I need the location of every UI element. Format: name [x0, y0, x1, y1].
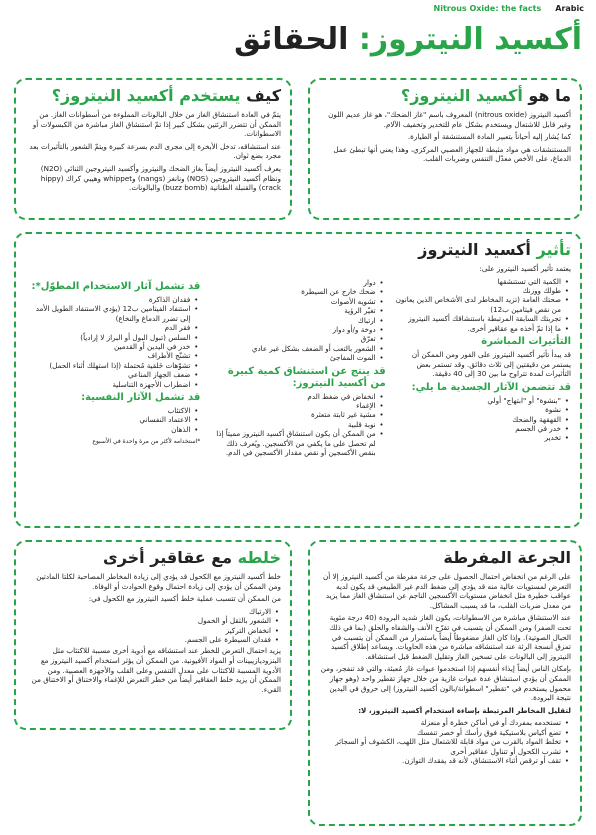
how-used-heading-green: يستخدم أكسيد النيتروز؟	[51, 86, 241, 105]
what-is-paragraph: أكسيد النيتروز (nitrous oxide) المعروف باسم "غاز الضحك"، هو غاز عديم اللون وغير قابل للاشتعال ويستخدم بشكل عام للتخدير وتخفيف الآلام.	[328, 110, 571, 129]
mixing-paragraph: يزيد احتمال التعرض للخطر عند استنشاقه مع أدوية أخرى مسببة للاكتئاب مثل البنزوديازيبينات أو المواد الأفيونية. من الممكن أن يؤثر استخدام أكسيد النيتروز مع الأدوية المسببة للاكتئاب على معدل التنفس وعلى القلب والأجهزة العصبية. ومن الممكن أن يزيد خلط العقاقير أيضاً من خطر التعرض للإغماء والاختناق أو الاختناق من القيء.	[31, 646, 281, 694]
mixing-paragraph: خلط أكسيد النيتروز مع الكحول قد يؤدي إلى زيادة المخاطر المصاحبة لكلتا المادتين ومن الممكن أن يؤدي إلى زيادة احتمال وقوع الحوادث أو الوفاة.	[36, 572, 281, 591]
page-title-black: الحقائق	[234, 22, 349, 57]
psych-list	[25, 406, 200, 434]
list-item: • الشعور بالتعب أو الضعف بشكل غير عادي	[210, 344, 375, 353]
immediate-paragraph: قد يبدأ تأثير أكسيد النيتروز على الفور ومن الممكن أن يستمر من دقيقتين إلى ثلاث دقائق. وقد تستمر بعض التأثيرات لمدة تتراوح ما بين 30 إلى 40 دقيقة.	[411, 350, 571, 379]
physical-heading: قد تتضمن الآثار الجسدية ما يلي:	[411, 381, 571, 393]
list-item: • خدر في الجسم	[396, 424, 561, 433]
long-term-list	[25, 295, 200, 389]
footnote: *استخدامه لأكثر من مرة واحدة في الأسبوع	[92, 438, 201, 446]
list-item: • تشويه الأصوات	[210, 297, 375, 306]
list-item: • تغيّر الرؤية	[210, 306, 375, 315]
effects-col-right	[396, 264, 571, 460]
list-item: • الذهان	[25, 425, 190, 434]
list-item: • فقدان الذاكرة	[25, 295, 190, 304]
large-dose-heading: قد ينتج عن استنشاق كمية كبيرة من أكسيد النيتروز:	[227, 365, 386, 389]
list-item: • اضطراب الأجهزة التناسلية	[25, 380, 190, 389]
list-item: • ضحك خارج عن السيطرة	[210, 287, 375, 296]
list-item: • الاكتئاب	[25, 406, 190, 415]
list-item: • "بنشوة" أو "ابتهاج" أولي	[396, 396, 561, 405]
list-item: • صحتك العامة (تزيد المخاطر لدى الأشخاص الذين يعانون من نقص فيتامين ب12)	[396, 295, 561, 314]
what-is-heading	[319, 86, 571, 106]
long-term-heading: قد تشمل آثار الاستخدام المطوّل*:	[31, 281, 201, 292]
overdose-box	[308, 540, 582, 826]
mixing-box	[14, 540, 292, 730]
how-used-heading	[25, 86, 281, 106]
list-item: • تشنّج الأطراف	[25, 351, 190, 360]
what-is-heading-black: ما هو	[528, 86, 571, 105]
list-item: • تخلط المواد بالقرب من مواد قابلة للاشتعال مثل اللهب، الكشوف أو السجائر	[319, 737, 561, 746]
list-item: • ارتباك	[210, 316, 375, 325]
list-item: • تضع أكياس بلاستيكية فوق رأسك أو خصر تنفسك	[319, 728, 561, 737]
mixing-heading-black: مع عقاقير أخرى	[103, 548, 233, 567]
mid-effects-list	[210, 278, 385, 363]
overdose-paragraph: على الرغم من انخفاض احتمال الحصول على جرعة مفرطة من أكسيد النيتروز إلا أن التعرض لمستويات عالية منه قد يؤدي إلى ضغط الدم غير الطبيعي قد يكون لديه عواقب خطيرة مثل انخفاض مستويات الأكسجين الناجم عن استنشاق الغاز مما يزيد من معدل ضربات القلب، ما قد يسبب المشاكل.	[322, 572, 571, 610]
list-item: • ما إذا تمّ أخذه مع عقاقير أخرى.	[396, 324, 561, 333]
list-item: • الموت المفاجئ	[210, 353, 375, 362]
list-item: • فقر الدم	[25, 323, 190, 332]
list-item: • دوار	[210, 278, 375, 287]
what-is-paragraph: المستنشقات هي مواد مثبطة للجهاز العصبي المركزي، وهذا يعني أنها تبطئ عمل الدماغ، على الأخص معدّل التنفس وضربات القلب.	[333, 144, 571, 164]
how-used-paragraph: يعرف أكسيد النيتروز أيضاً بغاز الضحك والنيتروز وأكسيد النيتروجين الثنائي (N2O) ونظام أكسيد النيتروجين (NOS) ونانغز (nangs) وwhippet وهيبي كراك (hippy crack) والقنبلة الطنانية (buzz bomb) والبالونات.	[40, 163, 281, 193]
list-item: • تجربتك السابقة المرتبطة باستنشاقك أكسيد النيتروز	[396, 314, 561, 323]
list-item: • طولك ووزنك	[396, 286, 561, 295]
mixing-heading-green: خلطه	[237, 548, 281, 567]
effects-heading	[25, 240, 571, 260]
mixing-heading	[25, 548, 281, 568]
overdose-paragraph: بإمكان الناس أيضاً إيذاء أنفسهم إذا استخدموا عبوات غاز مُعبئة، والتي قد تنفجر، ومن الممكن أن يؤدي استنشاق عدة عبوات غازية من خلال جهاز تقطير واحد (وهو جهاز محمول يستخدم في "تقطير" اسطوانة/بالون أكسيد النيتروز) إلى حروق في اليدين نتيجة البرودة.	[320, 664, 571, 703]
list-item: • القهقهة والضحك	[396, 415, 561, 424]
physical-list	[396, 396, 571, 443]
list-item: • خدر في اليدين أو القدمين	[25, 342, 190, 351]
list-item: • الكمية التي تستنشقها	[396, 277, 561, 286]
list-item: • تشرب الكحول أو تتناول عقاقير أخرى	[319, 747, 561, 756]
list-item: • نشوة	[396, 405, 561, 414]
how-used-paragraph: عند استنشاقه، تدخل الأبخرة إلى مجرى الدم بسرعة كبيرة ويتمّ الشعور بالتأثيرات بعد مجرد بضع ثوان.	[29, 141, 281, 161]
list-item: • انخفاض في ضغط الدم	[210, 392, 375, 401]
effects-col-left	[25, 264, 200, 460]
effects-heading-green: تأثير	[536, 240, 571, 259]
list-item: • تعرّق	[210, 334, 375, 343]
list-item: • من الممكن أن يكون استنشاق أكسيد النيتروز مميتاً إذا لم تحصل على ما يكفي من الأكسجين. ويُعرف ذلك بنقص الأكسجين أو نقص مقدار الأكسجين في الدم.	[210, 429, 375, 457]
list-item: • فقدان السيطرة على الجسم.	[25, 635, 271, 644]
list-item: • السلس (تبول البول أو البراز لا إرادياً)	[25, 333, 190, 342]
what-is-box	[308, 78, 582, 220]
list-item: • انخفاض التركيز	[25, 626, 271, 635]
list-item: • تقف أو ترقص أثناء الاستنشاق، لأنه قد يفقدك التوازن.	[319, 756, 561, 765]
list-item: • الشعور بالثقل أو الخمول	[25, 616, 271, 625]
list-item: • ضعف الجهاز المناعي	[25, 370, 190, 379]
how-used-paragraph: يتمّ في العادة استنشاق الغاز من خلال البالونات المملوءة من أسطوانات الغاز. من الممكن أن تتضرر الرئتين بشكل كبير إذا تمّ استنشاق الغاز مباشرة من الكبسولات أو الاسطوانات.	[32, 110, 281, 139]
list-item: • الارتباك	[25, 607, 271, 616]
page-title-green: أكسيد النيتروز:	[358, 22, 582, 57]
mixing-paragraph: من الممكن أن تتسبب عملية خلط أكسيد النيتروز مع الكحول في:	[88, 594, 281, 604]
overdose-heading: الجرعة المفرطة	[443, 548, 571, 567]
how-used-box	[14, 78, 292, 220]
language-label: Arabic	[555, 4, 584, 13]
series-title: Nitrous Oxide: the facts	[433, 4, 542, 13]
psych-heading: قد تشمل الآثار النفسية:	[81, 392, 201, 404]
list-item: • تستخدمه بمفردك أو في أماكن خطرة أو منعزلة	[319, 718, 561, 727]
overdose-paragraph: عند الاستنشاق مباشرة من الاسطوانات، يكون الغاز شديد البرودة (40 درجة مئوية تحت الصفر) ومن الممكن أن يتسبب في تقرّح الأنف والشفاه والحلق (بما في ذلك الحبال الصوتية). وإذا كان الغاز مضغوطاً أيضاً باستمرار من الممكن أن يتسبب في تمزق أنسجة الرئة عند استنشاقه مباشرة من هذه الحاويات. ويساعد إطلاق أكسيد النيتروز إلى البالونات على تسخين الغاز وتقليل الضغط قبل استنشاقه.	[329, 613, 571, 661]
effects-heading-black: أكسيد النيتروز	[418, 240, 531, 259]
large-dose-list	[210, 392, 385, 458]
what-is-heading-green: أكسيد النيتروز؟	[400, 86, 523, 105]
list-item: • استنفاد الفيتامين ب12 (يؤدي الاستنفاد الطويل الأمد إلى تضرر الدماغ والنخاع)	[25, 304, 190, 323]
depends-list	[396, 277, 571, 333]
list-item: • دوخة و/أو دوار	[210, 325, 375, 334]
overdose-list	[319, 718, 571, 765]
list-item: • تشوّهات خَلقية مُحتملة (إذا استهلك أثناء الحمل)	[25, 361, 190, 370]
how-used-heading-black: كيف	[246, 86, 281, 105]
mixing-list	[25, 607, 281, 645]
effects-intro: يعتمد تأثير أكسيد النيتروز على:	[479, 264, 571, 273]
list-item: • الإغماء	[210, 401, 375, 410]
immediate-heading: التأثيرات المباشرة	[481, 336, 571, 348]
effects-box	[14, 232, 582, 528]
effects-col-middle	[210, 264, 385, 460]
list-item: • مشية غير ثابتة متعثرة	[210, 410, 375, 419]
page-title	[14, 16, 582, 64]
list-item: • تخدير	[396, 433, 561, 442]
effects-columns	[25, 264, 571, 460]
overdose-paragraph: لتقليل المخاطر المرتبطة بإساءة استخدام أكسيد النيتروز، لا:	[358, 705, 571, 715]
what-is-paragraph: كما يُشار إليه أحياناً بتعبير المادة المستنشقة أو الطيارة.	[407, 132, 571, 142]
list-item: • نوبة قلبية	[210, 420, 375, 429]
list-item: • الاعتماد النفساني	[25, 415, 190, 424]
